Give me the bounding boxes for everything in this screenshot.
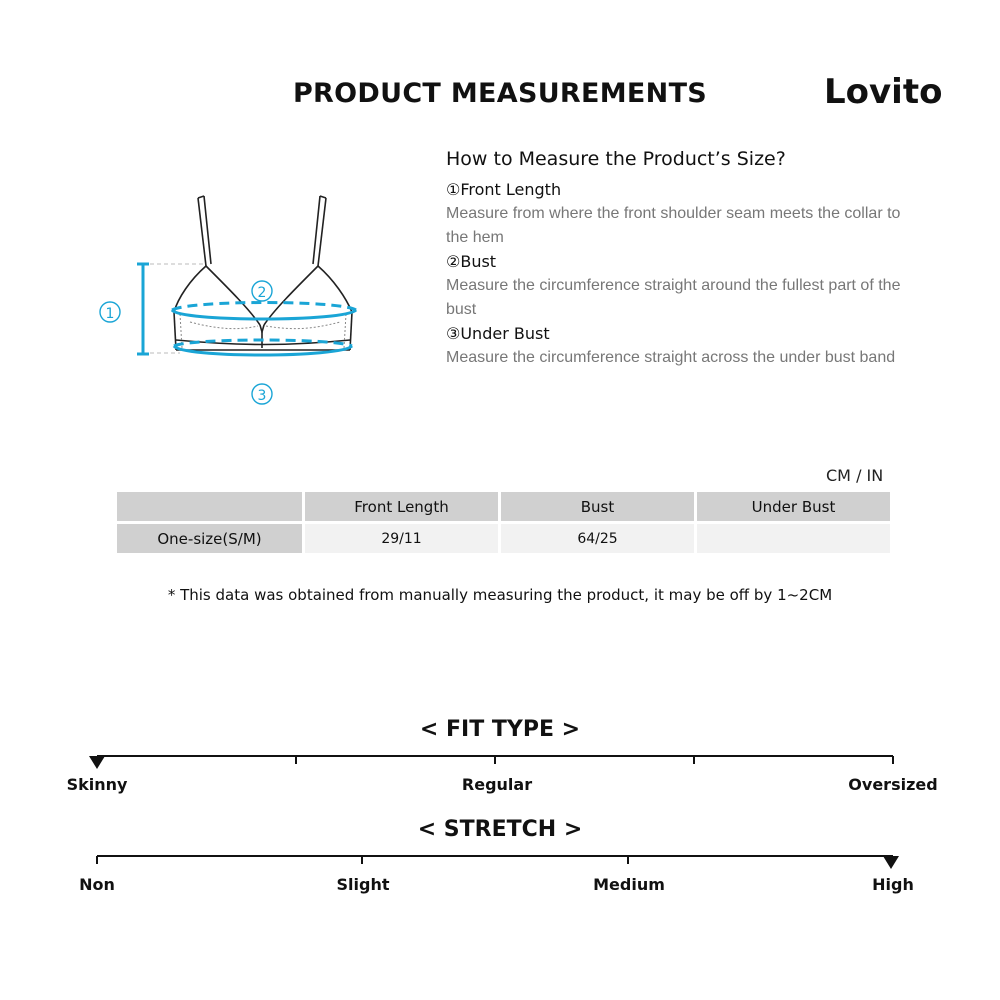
how-to-measure xyxy=(446,148,926,370)
brand-logo: Lovito xyxy=(824,72,943,112)
fit-label-regular: Regular xyxy=(461,775,533,794)
stretch-marker-icon xyxy=(883,856,899,869)
fit-type-marker-icon xyxy=(89,756,105,769)
section-bust xyxy=(446,250,926,322)
measurement-table xyxy=(114,489,893,556)
under-bust-marker: 3 xyxy=(257,388,267,404)
section-desc: Measure the circumference straight across the under bust band xyxy=(446,349,896,366)
bust-marker: 2 xyxy=(257,285,267,301)
stretch-title: < STRETCH > xyxy=(417,817,583,842)
stretch-label-medium: Medium xyxy=(593,875,665,894)
bra-measurement-diagram xyxy=(90,180,390,420)
stretch-scale xyxy=(0,850,1000,874)
measurement-note: * This data was obtained from manually measuring the product, it may be off by 1~2CM xyxy=(167,586,833,604)
fit-type-scale xyxy=(0,750,1000,774)
how-to-heading: How to Measure the Product’s Size? xyxy=(446,148,786,170)
page-title: PRODUCT MEASUREMENTS xyxy=(292,78,708,109)
section-under-bust xyxy=(446,322,926,370)
stretch-label-slight: Slight xyxy=(336,875,390,894)
header-cell: Under Bust xyxy=(697,492,890,521)
fit-label-oversized: Oversized xyxy=(848,775,938,794)
stretch-label-high: High xyxy=(872,875,914,894)
section-title: ②Bust xyxy=(446,252,497,271)
section-front-length xyxy=(446,178,926,250)
table-row xyxy=(117,524,890,553)
header-cell: Bust xyxy=(501,492,694,521)
stretch-label-non: Non xyxy=(79,875,115,894)
front-length-marker: 1 xyxy=(105,306,115,322)
under-bust-cell xyxy=(697,524,890,553)
fit-type-title: < FIT TYPE > xyxy=(419,717,581,742)
section-desc: Measure the circumference straight around the fullest part of the bust xyxy=(446,277,901,318)
section-desc: Measure from where the front shoulder seam meets the collar to the hem xyxy=(446,205,901,246)
table-header-row xyxy=(117,492,890,521)
unit-label: CM / IN xyxy=(826,466,884,485)
header-cell xyxy=(117,492,302,521)
fit-label-skinny: Skinny xyxy=(66,775,128,794)
section-title: ③Under Bust xyxy=(446,324,550,343)
bust-cell: 64/25 xyxy=(501,524,694,553)
section-title: ①Front Length xyxy=(446,180,562,199)
front-length-cell: 29/11 xyxy=(305,524,498,553)
size-cell: One-size(S/M) xyxy=(117,524,302,553)
header-cell: Front Length xyxy=(305,492,498,521)
